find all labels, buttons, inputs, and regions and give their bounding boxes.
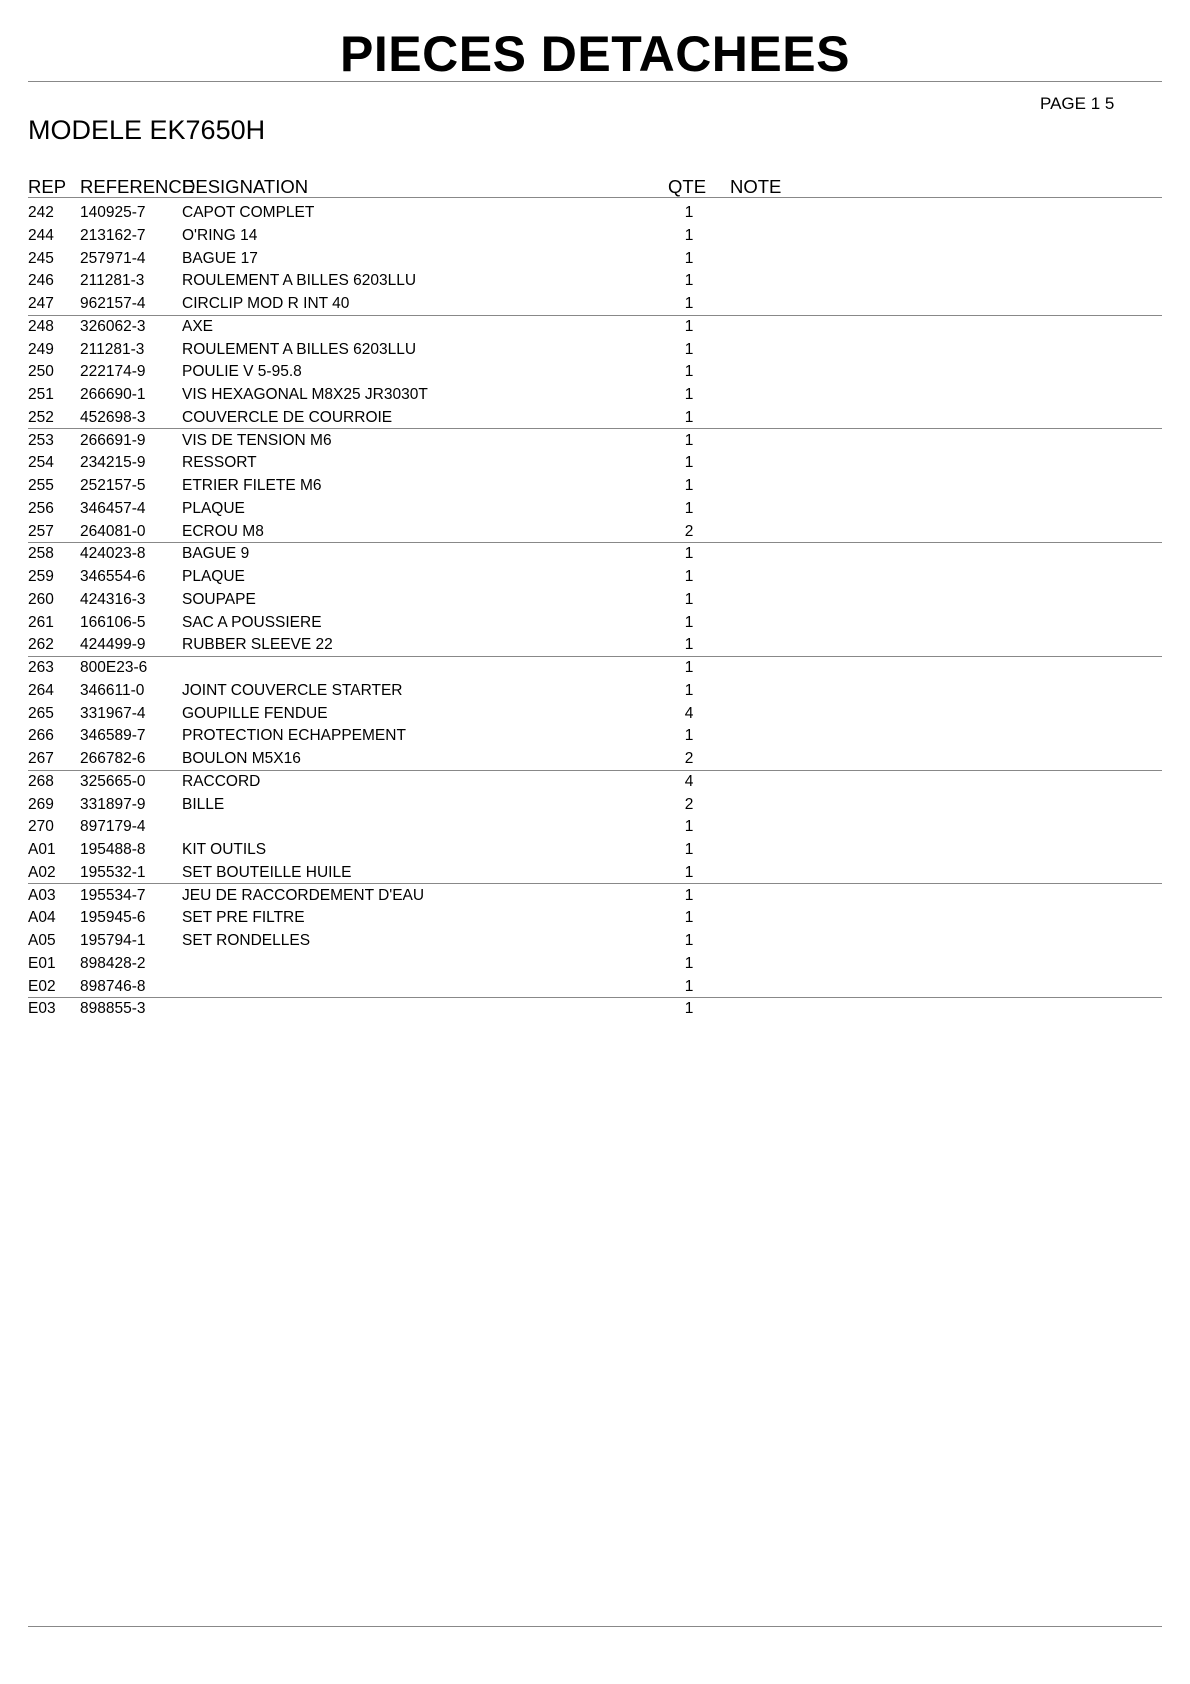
cell-qte: 1: [684, 317, 694, 335]
cell-designation: CAPOT COMPLET: [182, 204, 315, 221]
cell-qte: 2: [684, 795, 694, 813]
cell-qte: 2: [684, 522, 694, 540]
cell-rep: E01: [28, 954, 56, 972]
cell-rep: 247: [28, 295, 54, 312]
cell-designation: BILLE: [182, 795, 225, 813]
cell-rep: 262: [28, 636, 54, 654]
cell-reference: 252157-5: [80, 477, 146, 494]
cell-designation: SET RONDELLES: [182, 932, 311, 949]
page-title: PIECES DETACHEES: [340, 26, 850, 82]
cell-rep: E02: [28, 977, 56, 995]
cell-qte: 1: [684, 932, 694, 949]
cell-rep: 255: [28, 477, 54, 494]
table-row: [0, 930, 1190, 953]
cell-reference: 211281-3: [80, 340, 145, 358]
table-row: [0, 316, 1190, 339]
cell-reference: 346554-6: [80, 568, 146, 585]
cell-rep: 245: [28, 249, 54, 267]
cell-qte: 1: [684, 568, 694, 585]
cell-qte: 1: [684, 499, 694, 517]
cell-qte: 1: [684, 272, 694, 290]
cell-rep: A04: [28, 909, 56, 927]
cell-reference: 424316-3: [80, 590, 146, 608]
cell-reference: 266782-6: [80, 750, 146, 767]
table-row: [0, 839, 1190, 862]
table-row: [0, 862, 1190, 885]
cell-reference: 800E23-6: [80, 659, 148, 676]
cell-designation: SET BOUTEILLE HUILE: [182, 863, 352, 881]
cell-reference: 195534-7: [80, 886, 146, 904]
cell-qte: 1: [684, 477, 694, 494]
cell-qte: 1: [684, 386, 694, 403]
table-row: [0, 771, 1190, 794]
cell-rep: 244: [28, 226, 54, 244]
cell-rep: 260: [28, 590, 54, 608]
cell-rep: 246: [28, 272, 54, 290]
table-row: [0, 339, 1190, 362]
table-row: [0, 680, 1190, 703]
cell-qte: 1: [684, 1000, 694, 1018]
table-row: [0, 521, 1190, 544]
table-row: [0, 612, 1190, 635]
column-header-reference: REFERENCE: [80, 176, 195, 197]
cell-reference: 266691-9: [80, 431, 146, 449]
cell-designation: O'RING 14: [182, 226, 258, 244]
cell-rep: A01: [28, 841, 56, 858]
table-row: [0, 725, 1190, 748]
table-row: [0, 293, 1190, 316]
cell-qte: 1: [684, 977, 694, 995]
table-row: [0, 703, 1190, 726]
table-row: [0, 657, 1190, 680]
cell-reference: 898855-3: [80, 1000, 146, 1018]
table-row: [0, 634, 1190, 657]
cell-qte: 1: [684, 363, 694, 381]
cell-designation: SOUPAPE: [182, 590, 256, 608]
column-header-designation: DESIGNATION: [182, 176, 309, 197]
cell-rep: 266: [28, 727, 54, 745]
cell-designation: RESSORT: [182, 454, 257, 472]
cell-reference: 424499-9: [80, 636, 146, 654]
cell-designation: ECROU M8: [182, 522, 264, 540]
cell-reference: 140925-7: [80, 204, 146, 221]
cell-designation: ETRIER FILETE M6: [182, 477, 322, 494]
cell-designation: BAGUE 9: [182, 545, 250, 563]
footer-divider: [28, 1626, 1162, 1627]
cell-rep: 250: [28, 363, 54, 381]
cell-designation: GOUPILLE FENDUE: [182, 704, 328, 722]
cell-qte: 1: [684, 295, 694, 312]
cell-reference: 346589-7: [80, 727, 146, 745]
cell-qte: 1: [684, 431, 694, 449]
cell-rep: A02: [28, 863, 56, 881]
cell-reference: 195488-8: [80, 841, 146, 858]
cell-rep: 265: [28, 704, 54, 722]
table-row: [0, 475, 1190, 498]
cell-rep: 269: [28, 795, 54, 813]
cell-reference: 326062-3: [80, 317, 146, 335]
cell-reference: 898428-2: [80, 954, 146, 972]
cell-rep: 242: [28, 204, 54, 221]
table-row: [0, 998, 1190, 1021]
cell-designation: ROULEMENT A BILLES 6203LLU: [182, 272, 417, 290]
table-row: [0, 748, 1190, 771]
cell-rep: 256: [28, 499, 54, 517]
column-header-note: NOTE: [730, 176, 782, 197]
cell-qte: 1: [684, 727, 694, 745]
table-row: [0, 498, 1190, 521]
cell-reference: 195794-1: [80, 932, 146, 949]
cell-designation: PLAQUE: [182, 499, 245, 517]
cell-reference: 264081-0: [80, 522, 146, 540]
table-row: [0, 543, 1190, 566]
table-row: [0, 407, 1190, 430]
cell-qte: 1: [684, 954, 694, 972]
cell-rep: 248: [28, 317, 54, 335]
cell-qte: 1: [684, 818, 694, 836]
table-row: [0, 430, 1190, 453]
cell-rep: 270: [28, 818, 54, 836]
table-row: [0, 589, 1190, 612]
cell-reference: 213162-7: [80, 226, 146, 244]
cell-rep: 251: [28, 386, 54, 403]
cell-reference: 452698-3: [80, 408, 146, 426]
cell-designation: BAGUE 17: [182, 249, 258, 267]
cell-qte: 1: [684, 613, 694, 631]
cell-rep: 263: [28, 659, 54, 676]
cell-reference: 234215-9: [80, 454, 146, 472]
header-divider: [28, 197, 1162, 198]
cell-reference: 331897-9: [80, 795, 146, 813]
cell-reference: 346611-0: [80, 681, 145, 699]
cell-rep: A03: [28, 886, 56, 904]
cell-qte: 1: [684, 454, 694, 472]
cell-designation: POULIE V 5-95.8: [182, 363, 302, 381]
model-name: MODELE EK7650H: [28, 115, 266, 145]
cell-designation: VIS HEXAGONAL M8X25 JR3030T: [182, 386, 428, 403]
cell-reference: 325665-0: [80, 772, 146, 790]
cell-qte: 1: [684, 249, 694, 267]
cell-qte: 2: [684, 750, 694, 767]
table-row: [0, 452, 1190, 475]
cell-qte: 1: [684, 886, 694, 904]
cell-designation: ROULEMENT A BILLES 6203LLU: [182, 340, 417, 358]
cell-reference: 898746-8: [80, 977, 146, 995]
table-row: [0, 248, 1190, 271]
cell-designation: COUVERCLE DE COURROIE: [182, 408, 393, 426]
cell-rep: 268: [28, 772, 54, 790]
cell-designation: PROTECTION ECHAPPEMENT: [182, 727, 406, 745]
cell-rep: 261: [28, 613, 54, 631]
cell-designation: CIRCLIP MOD R INT 40: [182, 295, 350, 312]
cell-qte: 1: [684, 590, 694, 608]
cell-reference: 962157-4: [80, 295, 146, 312]
cell-designation: KIT OUTILS: [182, 841, 267, 858]
table-row: [0, 885, 1190, 908]
cell-designation: JEU DE RACCORDEMENT D'EAU: [182, 886, 425, 904]
cell-qte: 1: [684, 545, 694, 563]
cell-rep: 253: [28, 431, 54, 449]
cell-qte: 1: [684, 340, 694, 358]
table-row: [0, 976, 1190, 999]
cell-reference: 222174-9: [80, 363, 146, 381]
table-row: [0, 953, 1190, 976]
cell-designation: RUBBER SLEEVE 22: [182, 636, 333, 654]
cell-reference: 195532-1: [80, 863, 146, 881]
cell-qte: 1: [684, 636, 694, 654]
cell-designation: JOINT COUVERCLE STARTER: [182, 681, 403, 699]
table-row: [0, 384, 1190, 407]
cell-rep: E03: [28, 1000, 56, 1018]
table-row: [0, 270, 1190, 293]
cell-rep: 249: [28, 340, 54, 358]
cell-reference: 211281-3: [80, 272, 145, 290]
cell-rep: 259: [28, 568, 54, 585]
parts-table: [0, 202, 1190, 1021]
page-number: PAGE 1 5: [1040, 94, 1115, 113]
cell-qte: 1: [684, 841, 694, 858]
title-divider: [28, 81, 1162, 82]
table-row: [0, 225, 1190, 248]
cell-qte: 1: [684, 909, 694, 927]
cell-qte: 4: [684, 772, 694, 790]
cell-designation: AXE: [182, 317, 214, 335]
column-header-qte: QTE: [668, 176, 707, 197]
cell-rep: 267: [28, 750, 54, 767]
column-header-rep: REP: [28, 176, 67, 197]
cell-designation: RACCORD: [182, 772, 261, 790]
cell-rep: 264: [28, 681, 54, 699]
cell-qte: 4: [684, 704, 694, 722]
cell-reference: 424023-8: [80, 545, 146, 563]
cell-reference: 346457-4: [80, 499, 146, 517]
cell-qte: 1: [684, 681, 694, 699]
cell-qte: 1: [684, 408, 694, 426]
cell-designation: SAC A POUSSIERE: [182, 613, 322, 631]
cell-reference: 331967-4: [80, 704, 146, 722]
cell-rep: 258: [28, 545, 54, 563]
cell-reference: 897179-4: [80, 818, 146, 836]
table-row: [0, 361, 1190, 384]
cell-designation: PLAQUE: [182, 568, 245, 585]
cell-designation: VIS DE TENSION M6: [182, 431, 332, 449]
table-row: [0, 202, 1190, 225]
cell-qte: 1: [684, 659, 694, 676]
cell-rep: 252: [28, 408, 54, 426]
table-row: [0, 816, 1190, 839]
cell-rep: A05: [28, 932, 56, 949]
table-row: [0, 907, 1190, 930]
cell-reference: 195945-6: [80, 909, 146, 927]
table-row: [0, 566, 1190, 589]
cell-rep: 257: [28, 522, 54, 540]
cell-reference: 166106-5: [80, 613, 146, 631]
cell-designation: BOULON M5X16: [182, 750, 301, 767]
cell-reference: 257971-4: [80, 249, 146, 267]
cell-designation: SET PRE FILTRE: [182, 909, 305, 927]
cell-qte: 1: [684, 863, 694, 881]
cell-qte: 1: [684, 226, 694, 244]
cell-qte: 1: [684, 204, 694, 221]
cell-rep: 254: [28, 454, 54, 472]
table-row: [0, 794, 1190, 817]
cell-reference: 266690-1: [80, 386, 146, 403]
